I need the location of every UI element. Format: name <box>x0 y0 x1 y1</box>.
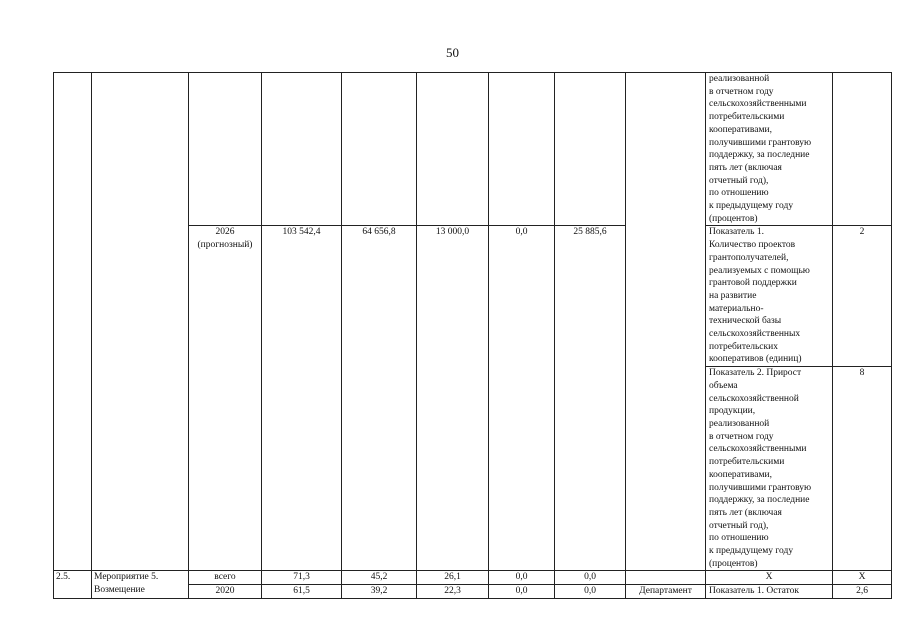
value-cell: 0,0 <box>489 571 555 585</box>
table-row <box>54 571 892 585</box>
value-cell: 22,3 <box>417 585 489 599</box>
cell-empty-name <box>92 73 189 571</box>
cell <box>262 73 342 226</box>
cell <box>417 73 489 226</box>
year-cell: 2020 <box>189 585 262 599</box>
value-cell: 26,1 <box>417 571 489 585</box>
indicator-value: 8 <box>833 367 892 571</box>
indicator-text: реализованной в отчетном году сельскохозяйственными потребительскими кооперативами, получившими грантовую поддержку, за последние пять лет (включая отчетный год), по отношению к предыдущему году (процентов) <box>706 73 833 226</box>
indicator-text: Показатель 1. Количество проектов грантополучателей, реализуемых с помощью грантовой поддержки на развитие материально- технической базы сельскохозяйственных потребительских кооперативов (единиц) <box>706 226 833 367</box>
value-cell: 0,0 <box>489 585 555 599</box>
value-cell: 0,0 <box>489 226 555 571</box>
cell <box>189 73 262 226</box>
measure-name: Мероприятие 5. Возмещение <box>92 571 189 598</box>
cell <box>833 73 892 226</box>
value-cell: 0,0 <box>555 585 626 599</box>
table-row <box>54 73 892 226</box>
value-cell: 64 656,8 <box>342 226 417 571</box>
indicator-value: Х <box>833 571 892 585</box>
cell <box>489 73 555 226</box>
value-cell: 39,2 <box>342 585 417 599</box>
page-number: 50 <box>446 45 459 60</box>
cell-empty-executor <box>626 73 706 571</box>
indicator-text: Показатель 1. Остаток <box>706 585 833 599</box>
executor-cell: Департамент <box>626 585 706 599</box>
total-cell: 61,5 <box>262 585 342 599</box>
value-cell: 13 000,0 <box>417 226 489 571</box>
executor-cell <box>626 571 706 585</box>
indicator-text: Х <box>706 571 833 585</box>
value-cell: 45,2 <box>342 571 417 585</box>
budget-table <box>53 72 892 599</box>
cell <box>342 73 417 226</box>
value-cell: 25 885,6 <box>555 226 626 571</box>
indicator-text: Показатель 2. Прирост объема сельскохозяйственной продукции, реализованной в отчетном году сельскохозяйственными потребительскими кооперативами, получившими грантовую поддержку, за последние пять лет (включая отчетный год), по отношению к предыдущему году (процентов) <box>706 367 833 571</box>
measure-number: 2.5. <box>54 571 92 598</box>
indicator-value: 2 <box>833 226 892 367</box>
indicator-value: 2,6 <box>833 585 892 599</box>
total-cell: 103 542,4 <box>262 226 342 571</box>
value-cell: 0,0 <box>555 571 626 585</box>
total-cell: 71,3 <box>262 571 342 585</box>
cell-empty-num <box>54 73 92 571</box>
year-cell: всего <box>189 571 262 585</box>
year-cell: 2026 (прогнозный) <box>189 226 262 571</box>
cell <box>555 73 626 226</box>
